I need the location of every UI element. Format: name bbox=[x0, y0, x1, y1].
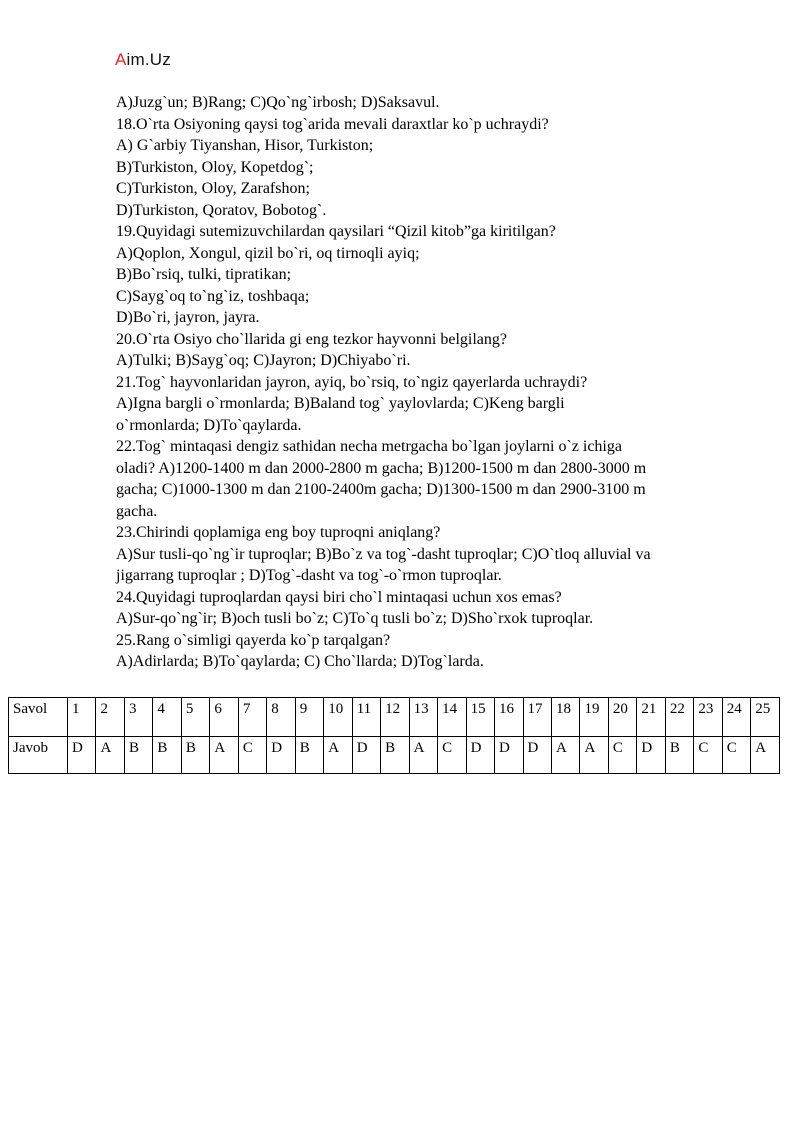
question-number-cell: 23 bbox=[694, 698, 722, 737]
answer-letter-cell: B bbox=[124, 737, 152, 774]
question-number-cell: 18 bbox=[551, 698, 579, 737]
option-line: oladi? A)1200-1400 m dan 2000-2800 m gacha; B)1200-1500 m dan 2800-3000 m bbox=[116, 459, 647, 477]
question-number-row bbox=[9, 698, 780, 737]
question-number-cell: 6 bbox=[210, 698, 238, 737]
answer-letter-cell: D bbox=[267, 737, 295, 774]
question-number-cell: 5 bbox=[181, 698, 209, 737]
site-logo bbox=[115, 50, 171, 70]
answer-letter-cell: D bbox=[495, 737, 523, 774]
answer-letter-cell: C bbox=[438, 737, 466, 774]
answer-letter-cell: D bbox=[466, 737, 494, 774]
question-line: 25.Rang o`simligi qayerda ko`p tarqalgan? bbox=[116, 631, 391, 649]
option-line: A)Qoplon, Xongul, qizil bo`ri, oq tirnoqli ayiq; bbox=[116, 244, 420, 262]
question-number-cell: 7 bbox=[238, 698, 266, 737]
question-number-cell: 13 bbox=[409, 698, 437, 737]
option-line: A) G`arbiy Tiyanshan, Hisor, Turkiston; bbox=[116, 137, 374, 154]
question-number-cell: 22 bbox=[665, 698, 693, 737]
question-line: 20.O`rta Osiyo cho`llarida gi eng tezkor hayvonni belgilang? bbox=[116, 330, 507, 348]
option-line: o`rmonlarda; D)To`qaylarda. bbox=[116, 416, 302, 434]
question-number-cell: 2 bbox=[96, 698, 124, 737]
question-header-cell: Savol bbox=[9, 698, 68, 737]
option-line: A)Tulki; B)Sayg`oq; C)Jayron; D)Chiyabo`ri. bbox=[116, 352, 411, 369]
answer-letter-cell: D bbox=[352, 737, 380, 774]
answer-letter-cell: D bbox=[523, 737, 551, 774]
option-line: A)Sur tusli-qo`ng`ir tuproqlar; B)Bo`z va tog`-dasht tuproqlar; C)O`tloq alluvial va bbox=[116, 545, 651, 563]
answer-letter-cell: C bbox=[694, 737, 722, 774]
question-number-cell: 10 bbox=[324, 698, 352, 737]
answer-letter-cell: A bbox=[324, 737, 352, 774]
question-number-cell: 20 bbox=[608, 698, 636, 737]
answer-letter-cell: A bbox=[551, 737, 579, 774]
answer-row bbox=[9, 737, 780, 774]
option-line: D)Turkiston, Qoratov, Bobotog`. bbox=[116, 201, 327, 219]
question-number-cell: 1 bbox=[68, 698, 96, 737]
option-line: gacha; C)1000-1300 m dan 2100-2400m gacha; D)1300-1500 m dan 2900-3100 m bbox=[116, 481, 646, 498]
question-number-cell: 4 bbox=[153, 698, 181, 737]
question-number-cell: 15 bbox=[466, 698, 494, 737]
answer-letter-cell: B bbox=[381, 737, 409, 774]
question-number-cell: 19 bbox=[580, 698, 608, 737]
question-number-cell: 8 bbox=[267, 698, 295, 737]
answer-letter-cell: A bbox=[580, 737, 608, 774]
answer-letter-cell: A bbox=[409, 737, 437, 774]
answer-key-table bbox=[8, 697, 780, 774]
question-number-cell: 16 bbox=[495, 698, 523, 737]
question-number-cell: 12 bbox=[381, 698, 409, 737]
question-number-cell: 24 bbox=[722, 698, 750, 737]
question-number-cell: 21 bbox=[637, 698, 665, 737]
answer-letter-cell: B bbox=[295, 737, 323, 774]
option-line: C)Sayg`oq to`ng`iz, toshbaqa; bbox=[116, 287, 310, 305]
question-line: 18.O`rta Osiyoning qaysi tog`arida mevali daraxtlar ko`p uchraydi? bbox=[116, 115, 549, 133]
question-number-cell: 9 bbox=[295, 698, 323, 737]
logo-text: im.Uz bbox=[126, 50, 171, 69]
option-line: jigarrang tuproqlar ; D)Tog`-dasht va tog`-o`rmon tuproqlar. bbox=[116, 567, 502, 584]
answer-letter-cell: A bbox=[751, 737, 780, 774]
question-number-cell: 11 bbox=[352, 698, 380, 737]
option-line: A)Igna bargli o`rmonlarda; B)Baland tog` yaylovlarda; C)Keng bargli bbox=[116, 395, 565, 412]
question-number-cell: 14 bbox=[438, 698, 466, 737]
answer-letter-cell: D bbox=[637, 737, 665, 774]
answer-letter-cell: C bbox=[608, 737, 636, 774]
option-line: B)Turkiston, Oloy, Kopetdog`; bbox=[116, 158, 314, 176]
option-line: C)Turkiston, Oloy, Zarafshon; bbox=[116, 180, 310, 197]
question-line: 21.Tog` hayvonlaridan jayron, ayiq, bo`rsiq, to`ngiz qayerlarda uchraydi? bbox=[116, 373, 588, 391]
answer-letter-cell: A bbox=[96, 737, 124, 774]
option-line: gacha. bbox=[116, 502, 158, 520]
question-line: 24.Quyidagi tuproqlardan qaysi biri cho`l mintaqasi uchun xos emas? bbox=[116, 588, 562, 606]
question-line: 19.Quyidagi sutemizuvchilardan qaysilari “Qizil kitob”ga kiritilgan? bbox=[116, 223, 556, 240]
option-line: A)Sur-qo`ng`ir; B)och tusli bo`z; C)To`q tusli bo`z; D)Sho`rxok tuproqlar. bbox=[116, 610, 594, 627]
answer-letter-cell: B bbox=[181, 737, 209, 774]
question-line: 22.Tog` mintaqasi dengiz sathidan necha metrgacha bo`lgan joylarni o`z ichiga bbox=[116, 438, 622, 455]
document-body bbox=[116, 92, 756, 673]
question-line: 23.Chirindi qoplamiga eng boy tuproqni aniqlang? bbox=[116, 524, 441, 541]
answer-header-cell: Javob bbox=[9, 737, 68, 774]
logo-accent-letter: A bbox=[115, 50, 127, 69]
option-line: A)Adirlarda; B)To`qaylarda; C) Cho`llarda; D)Tog`larda. bbox=[116, 653, 484, 670]
question-number-cell: 3 bbox=[124, 698, 152, 737]
answer-letter-cell: B bbox=[665, 737, 693, 774]
text-line: A)Juzg`un; B)Rang; C)Qo`ng`irbosh; D)Saksavul. bbox=[116, 94, 440, 111]
answer-letter-cell: D bbox=[68, 737, 96, 774]
answer-letter-cell: A bbox=[210, 737, 238, 774]
option-line: B)Bo`rsiq, tulki, tipratikan; bbox=[116, 266, 292, 283]
answer-letter-cell: C bbox=[722, 737, 750, 774]
answer-letter-cell: B bbox=[153, 737, 181, 774]
option-line: D)Bo`ri, jayron, jayra. bbox=[116, 309, 260, 326]
question-number-cell: 25 bbox=[751, 698, 780, 737]
answer-letter-cell: C bbox=[238, 737, 266, 774]
question-number-cell: 17 bbox=[523, 698, 551, 737]
